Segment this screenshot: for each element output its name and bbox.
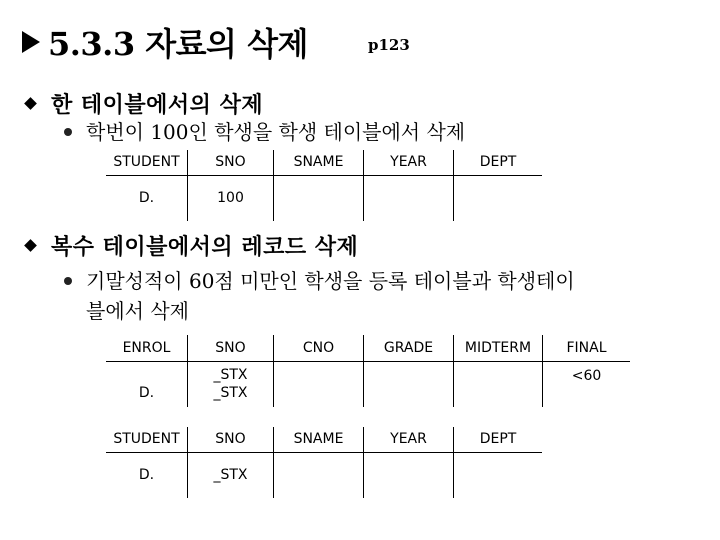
enrol-table [106,335,630,407]
student-table-2 [106,427,542,498]
table-cell [364,361,454,407]
section1-item-text: 학번이 100인 학생을 학생 테이블에서 삭제 [86,120,466,144]
col-header: STUDENT [106,427,188,452]
col-header: MIDTERM [454,335,543,361]
section2-heading: 복수 테이블에서의 레코드 삭제 [51,235,359,260]
col-header: DEPT [454,427,543,452]
table-cell: _STX [188,452,274,498]
table-cell [364,452,454,498]
table-row [106,452,542,498]
section1-heading: 한 테이블에서의 삭제 [51,93,264,118]
table-cell: _STX _STX [188,361,274,407]
col-header: STUDENT [106,150,188,175]
table-cell [364,175,454,221]
diamond-bullet-icon [24,239,37,252]
table-cell: D. [138,385,155,401]
slide-title [22,20,308,64]
col-header: ENROL [106,335,188,361]
table-cell: D. [138,467,155,484]
col-header: GRADE [364,335,454,361]
title-text: 5.3.3 자료의 삭제 [48,25,308,63]
table-header-row [106,335,630,361]
triangle-bullet-icon [22,31,40,53]
col-header: YEAR [364,150,454,175]
table-cell: 100 [188,175,274,221]
table-cell [274,452,364,498]
table-cell [274,361,364,407]
table-cell [274,175,364,221]
col-header: CNO [274,335,364,361]
diamond-bullet-icon [24,97,37,110]
section2-item [64,266,575,326]
page-reference: p123 [368,36,410,54]
col-header: DEPT [454,150,543,175]
section1-item [64,117,465,147]
dot-bullet-icon [64,277,72,285]
table-cell: <60 [543,361,631,407]
section1-heading-row [26,88,263,119]
section2-heading-row [26,230,358,261]
table-cell [454,361,543,407]
col-header: FINAL [543,335,631,361]
table-cell: D. [138,190,155,207]
dot-bullet-icon [64,128,72,136]
col-header: YEAR [364,427,454,452]
table-header-row [106,150,542,175]
table-header-row [106,427,542,452]
table-row [106,361,630,407]
student-table-1 [106,150,542,221]
col-header: SNO [188,427,274,452]
table-cell [454,175,543,221]
col-header: SNO [188,150,274,175]
col-header: SNAME [274,150,364,175]
table-row [106,175,542,221]
col-header: SNO [188,335,274,361]
section2-item-text: 기말성적이 60점 미만인 학생을 등록 테이블과 학생테이 블에서 삭제 [86,269,575,323]
col-header: SNAME [274,427,364,452]
table-cell [454,452,543,498]
